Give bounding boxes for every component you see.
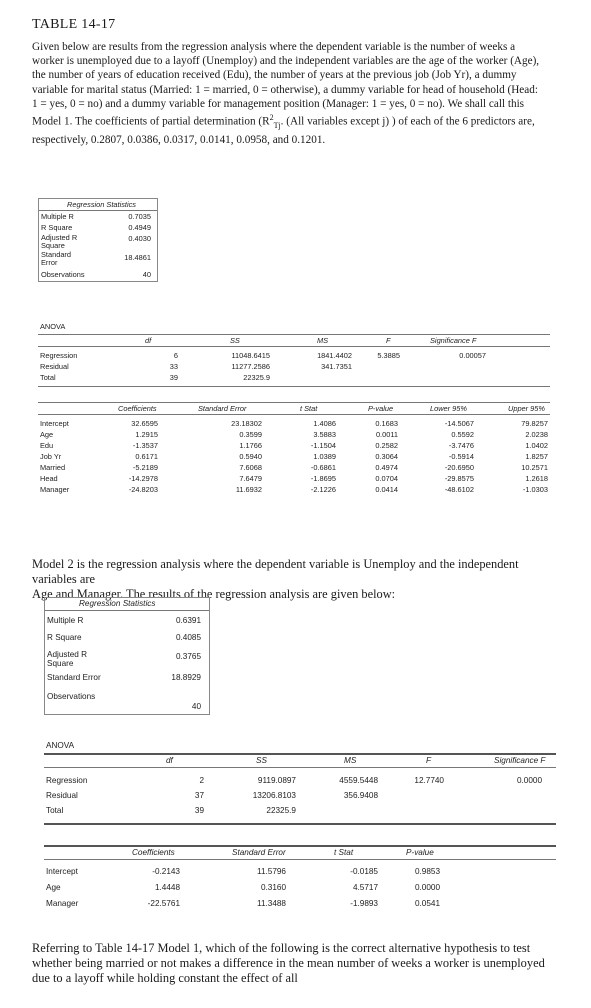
coef-row-label: Age (40, 430, 54, 439)
coef-cell: -2.1226 (310, 485, 336, 494)
coef-cell: 4.5717 (352, 883, 378, 892)
model2-coef-table (44, 845, 556, 925)
anova-cell: 2 (199, 776, 204, 785)
coef-cell: -1.1504 (310, 441, 336, 450)
coef-row-label: Job Yr (40, 452, 62, 461)
coef-cell: 79.8257 (521, 419, 548, 428)
model2-anova-title: ANOVA (46, 741, 75, 750)
coef-cell: -20.6950 (444, 463, 474, 472)
coef-cell: 0.5592 (451, 430, 474, 439)
anova-cell: 22325.9 (243, 373, 270, 382)
anova-cell: 341.7351 (321, 362, 352, 371)
anova-cell: 1841.4402 (317, 351, 352, 360)
coef-cell: 1.2618 (525, 474, 548, 483)
coef-cell: 0.6171 (135, 452, 158, 461)
coef-cell: 23.18302 (231, 419, 262, 428)
anova-cell: 33 (169, 362, 178, 371)
anova-header: MS (317, 336, 329, 345)
coef-cell: -1.0303 (522, 485, 548, 494)
coef-row-label: Manager (46, 899, 79, 908)
coef-cell: -0.2143 (152, 867, 180, 876)
anova-header: Significance F (430, 336, 477, 345)
coef-cell: 0.4974 (375, 463, 398, 472)
anova-cell: 0.00057 (459, 351, 486, 360)
coef-cell: 1.0402 (525, 441, 548, 450)
coef-cell: 7.6068 (239, 463, 262, 472)
coef-cell: -1.8695 (310, 474, 336, 483)
rs-label: Adjusted R Square (47, 650, 88, 668)
model1-anova-table (38, 334, 550, 389)
rs-label: Multiple R (47, 616, 84, 625)
table-heading: TABLE 14-17 (32, 17, 116, 32)
coef-cell: 1.1766 (239, 441, 262, 450)
anova-header: Significance F (494, 756, 546, 765)
coef-row-label: Age (46, 883, 61, 892)
coef-header: Standard Error (232, 848, 286, 857)
rs-value: 0.3765 (175, 652, 201, 661)
coef-cell: -29.8575 (444, 474, 474, 483)
rs-value: 0.6391 (175, 616, 201, 625)
coef-cell: 1.2915 (135, 430, 158, 439)
intro-sup: 2 (269, 113, 274, 123)
coef-cell: 32.6595 (131, 419, 158, 428)
anova-header: F (386, 336, 391, 345)
coef-cell: 0.0704 (375, 474, 398, 483)
anova-row-label: Residual (40, 362, 69, 371)
anova-row-label: Regression (40, 351, 78, 360)
coef-header: Coefficients (132, 848, 175, 857)
coef-cell: 0.0541 (414, 899, 440, 908)
rs-value: 18.4861 (124, 253, 151, 262)
coef-row-label: Manager (40, 485, 70, 494)
coef-cell: 0.0000 (414, 883, 440, 892)
rs-value: 40 (191, 702, 201, 711)
coef-cell: 1.0389 (313, 452, 336, 461)
anova-header: F (426, 756, 432, 765)
coef-cell: 10.2571 (521, 463, 548, 472)
coef-cell: 1.4448 (154, 883, 180, 892)
anova-header: df (166, 756, 173, 765)
coef-header: Upper 95% (508, 404, 545, 413)
coef-cell: -5.2189 (132, 463, 158, 472)
coef-cell: 3.5883 (313, 430, 336, 439)
coef-cell: 1.4086 (313, 419, 336, 428)
rs-value: 0.4085 (175, 633, 201, 642)
coef-cell: 0.2582 (375, 441, 398, 450)
coef-header: t Stat (300, 404, 318, 413)
rs-value: 0.4030 (128, 234, 151, 243)
rs-label: R Square (47, 633, 82, 642)
coef-cell: 0.3064 (375, 452, 398, 461)
coef-cell: 7.6479 (239, 474, 262, 483)
anova-row-label: Total (46, 806, 64, 815)
coef-row-label: Head (40, 474, 58, 483)
anova-header: SS (256, 756, 267, 765)
anova-cell: 4559.5448 (339, 776, 378, 785)
anova-header: SS (230, 336, 240, 345)
coef-header: Coefficients (118, 404, 157, 413)
rs-label: Standard Error (41, 250, 71, 267)
coef-cell: 0.5940 (239, 452, 262, 461)
coef-row-label: Intercept (46, 867, 78, 876)
coef-cell: 11.3488 (257, 899, 286, 908)
rs-label: Observations (41, 270, 85, 279)
coef-header: P-value (406, 848, 434, 857)
coef-row-label: Married (40, 463, 66, 472)
anova-row-label: Residual (46, 791, 78, 800)
intro-text-2: . (All variables except j) ) of each of the 6 predictors are, respectively, 0.2807, 0.0386, 0.0317, 0.0141, 0.0958, and 0.1201. (32, 115, 535, 147)
anova-cell: 356.9408 (343, 791, 378, 800)
coef-cell: 0.0414 (375, 485, 398, 494)
coef-cell: 0.9853 (414, 867, 440, 876)
coef-header: Lower 95% (430, 404, 467, 413)
rs-value: 0.7035 (128, 212, 151, 221)
rs-value: 18.8929 (171, 673, 201, 682)
anova-cell: 9119.0897 (257, 776, 296, 785)
anova-cell: 0.0000 (516, 776, 542, 785)
coef-cell: -1.3537 (132, 441, 158, 450)
coef-cell: 0.1683 (375, 419, 398, 428)
coef-cell: 0.3599 (239, 430, 262, 439)
model2-intro (32, 557, 552, 602)
model1-anova-title: ANOVA (40, 322, 66, 331)
anova-cell: 11277.2586 (231, 362, 270, 371)
coef-cell: -0.6861 (310, 463, 336, 472)
intro-text-1: Given below are results from the regression analysis where the dependent variable is the number of weeks a worker is unemployed due to a layoff (Unemploy) and the independent variables are the age of the worker (Age), the number of years of education received (Edu), the number of years at the previous job (Job Yr), a dummy variable for marital status (Married: 1 = married, 0 = otherwise), a dummy variable for head of household (Head: 1 = yes, 0 = no) and a dummy variable for management position (Manager: 1 = yes, 0 = no). We shall call this Model 1. The coefficients of partial determination (R (32, 41, 540, 128)
coef-cell: -1.9893 (350, 899, 378, 908)
rs-label: Multiple R (41, 212, 74, 221)
coef-row-label: Edu (40, 441, 54, 450)
model1-regstats-title: Regression Statistics (67, 200, 137, 209)
coef-cell: -0.5914 (448, 452, 474, 461)
rs-value: 40 (142, 270, 151, 279)
model1-tables (38, 198, 550, 543)
coef-row-label: Intercept (40, 419, 69, 428)
rs-label: R Square (41, 223, 73, 232)
coef-cell: -3.7476 (448, 441, 474, 450)
anova-cell: 22325.9 (266, 806, 296, 815)
model2-intro-line2: Age and Manager. The results of the regression analysis are given below: (32, 587, 396, 601)
coef-header: t Stat (334, 848, 354, 857)
model2-regstats-title: Regression Statistics (79, 599, 156, 608)
coef-cell: -14.5067 (444, 419, 474, 428)
coef-header: P-value (368, 404, 394, 413)
coef-cell: 11.6932 (235, 485, 262, 494)
question-text: Referring to Table 14-17 Model 1, which of the following is the correct alternative hypothesis to test whether being married or not makes a difference in the mean number of weeks a worker is unemployed due to a layoff while holding constant the effect of all (32, 941, 545, 985)
model1-regstats-table (38, 198, 158, 282)
model2-intro-line1: Model 2 is the regression analysis where the dependent variable is Unemploy and the independent variables are (32, 557, 519, 586)
model2-tables (44, 597, 556, 927)
anova-cell: 11048.6415 (231, 351, 270, 360)
anova-cell: 39 (194, 806, 204, 815)
anova-cell: 5.3885 (377, 351, 400, 360)
coef-header: Standard Error (198, 404, 247, 413)
anova-cell: 39 (169, 373, 178, 382)
model1-coef-table (38, 402, 550, 542)
coef-cell: -0.0185 (350, 867, 378, 876)
rs-label: Observations (47, 692, 96, 701)
anova-row-label: Regression (46, 776, 88, 785)
coef-cell: 0.0011 (375, 430, 398, 439)
coef-cell: -14.2978 (128, 474, 158, 483)
intro-sub: Tj (273, 120, 281, 130)
model2-regstats-table (44, 597, 210, 715)
anova-row-label: Total (40, 373, 56, 382)
anova-cell: 12.7740 (414, 776, 444, 785)
coef-cell: 2.0238 (525, 430, 548, 439)
rs-label: Standard Error (47, 673, 101, 682)
coef-cell: -24.8203 (128, 485, 158, 494)
coef-cell: 11.5796 (257, 867, 286, 876)
coef-cell: -48.6102 (444, 485, 474, 494)
anova-header: df (145, 336, 152, 345)
coef-cell: 0.3160 (260, 883, 286, 892)
model2-anova-table (44, 753, 556, 825)
rs-value: 0.4949 (128, 223, 151, 232)
rs-label: Adjusted R Square (41, 233, 78, 250)
anova-cell: 6 (173, 351, 178, 360)
intro-paragraph (32, 40, 544, 147)
anova-cell: 37 (194, 791, 204, 800)
anova-header: MS (344, 756, 357, 765)
coef-cell: -22.5761 (147, 899, 180, 908)
anova-cell: 13206.8103 (252, 791, 296, 800)
coef-cell: 1.8257 (525, 452, 548, 461)
